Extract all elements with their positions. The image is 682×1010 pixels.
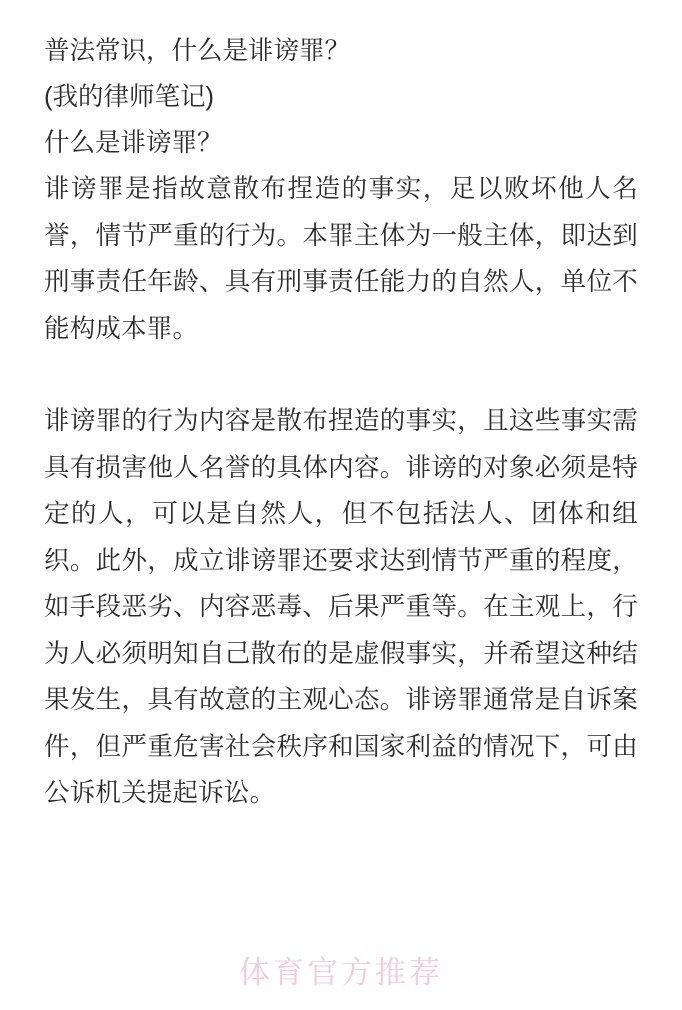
paragraph-1: 诽谤罪是指故意散布捏造的事实，足以败坏他人名誉，情节严重的行为。本罪主体为一般主体，即达到刑事责任年龄、具有刑事责任能力的自然人，单位不能构成本罪。: [44, 175, 638, 343]
paragraph-2: 诽谤罪的行为内容是散布捏造的事实，且这些事实需具有损害他人名誉的具体内容。诽谤的对象必须是特定的人，可以是自然人，但不包括法人、团体和组织。此外，成立诽谤罪还要求达到情节严重的程度，如手段恶劣、内容恶毒、后果严重等。在主观上，行为人必须明知自己散布的是虚假事实，并希望这种结果发生，具有故意的主观心态。诽谤罪通常是自诉案件，但严重危害社会秩序和国家利益的情况下，可由公诉机关提起诉讼。: [44, 407, 638, 807]
source-note: (我的律师笔记): [44, 83, 214, 111]
paragraph-spacer: [44, 352, 638, 398]
page-title: 普法常识，什么是诽谤罪？: [44, 37, 351, 65]
section-heading: 什么是诽谤罪？: [44, 129, 223, 157]
watermark-text: 体育官方推荐: [239, 955, 443, 990]
watermark: [0, 947, 682, 992]
article-body: [44, 28, 638, 817]
